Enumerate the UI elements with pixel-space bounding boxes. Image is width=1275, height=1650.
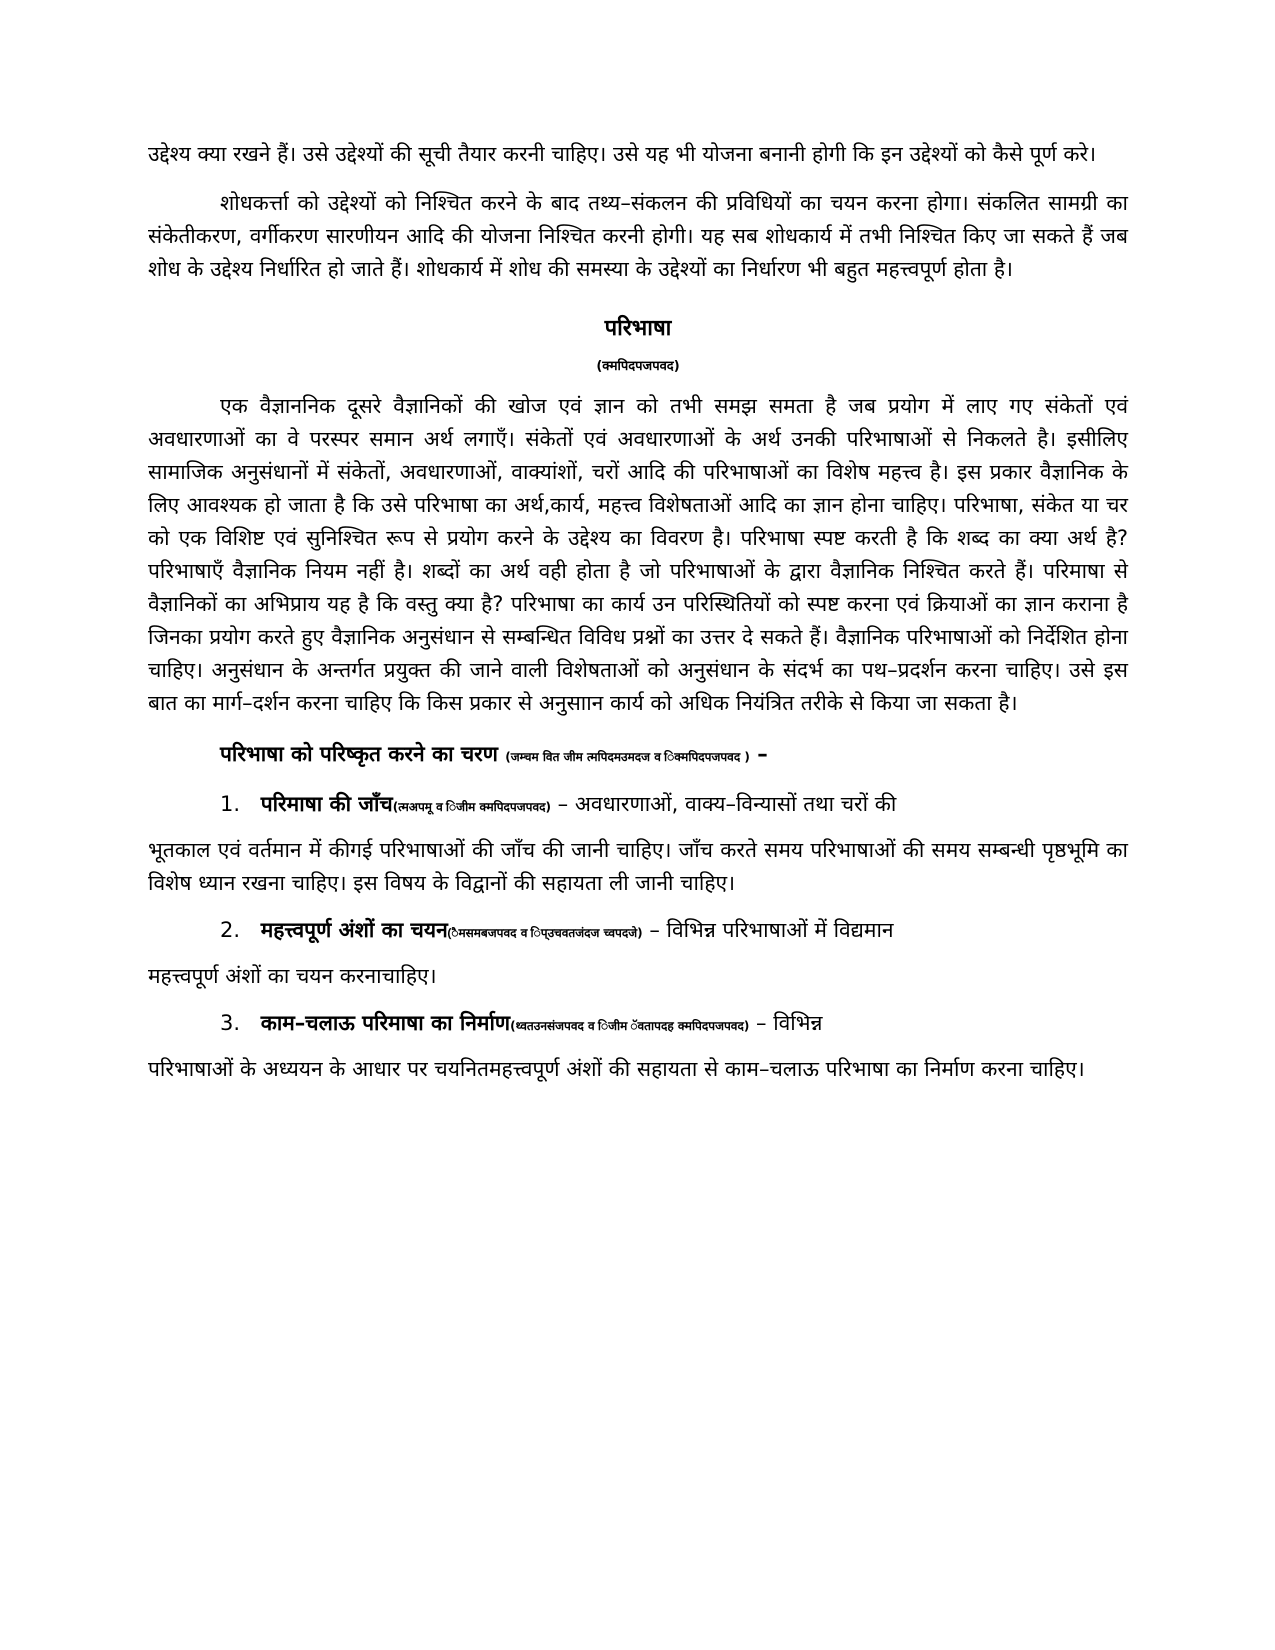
step-continuation-2: महत्त्वपूर्ण अंशों का चयन करनाचाहिए।: [148, 964, 437, 988]
paragraph-definition: एक वैज्ञाननिक दूसरे वैज्ञानिकों की खोज एवं ज्ञान को तभी समझ समता है जब प्रयोग में लाए गए संकेतों एवं अवधारणाओं का वे परस्पर समान अर्थ लगाएँ। संकेतों एवं अवधारणाओं के अर्थ उनकी परिभाषाओं से निकलते है। इसीलिए सामाजिक अनुसंधानों में संकेतों, अवधारणाओं, वाक्यांशों, चरों आदि की परिभाषाओं का विशेष महत्त्व है। इस प्रकार वैज्ञानिक के लिए आवश्यक हो जाता है कि उसे परिभाषा का अर्थ,कार्य, महत्त्व विशेषताओं आदि का ज्ञान होना चाहिए। परिभाषा, संकेत या चर को एक विशिष्ट एवं सुनिश्चित रूप से प्रयोग करने के उद्देश्य का विवरण है। परिभाषा स्पष्ट करती है कि शब्द का क्या अर्थ है? परिभाषाएँ वैज्ञानिक नियम नहीं है। शब्दों का अर्थ वही होता है जो परिभाषाओं के द्वारा वैज्ञानिक निश्चित करते हैं। परिमाषा से वैज्ञानिकों का अभिप्राय यह है कि वस्तु क्या है? परिभाषा का कार्य उन परिस्थितियों को स्पष्ट करना एवं क्रियाओं का ज्ञान कराना है जिनका प्रयोग करते हुए वैज्ञानिक अनुसंधान से सम्बन्धित विविध प्रश्नों का उत्तर दे सकते हैं। वैज्ञानिक परिभाषाओं को निर्देशित होना चाहिए। अनुसंधान के अन्तर्गत प्रयुक्त की जाने वाली विशेषताओं को अनुसंधान के संदर्भ का पथ–प्रदर्शन करना चाहिए। उसे इस बात का मार्ग–दर्शन करना चाहिए कि किस प्रकार से अनुसाान कार्य को अधिक नियंत्रित तरीके से किया जा सकता है।: [148, 394, 1128, 715]
document-page: [148, 138, 1128, 1086]
step-item-3: [220, 1007, 1128, 1043]
steps-title-text: परिभाषा को परिष्कृत करने का चरण: [220, 742, 498, 766]
step-title: परिमाषा की जाँच: [260, 792, 393, 816]
step-item-1: [220, 788, 1128, 824]
step-title: महत्त्वपूर्ण अंशों का चयन: [260, 918, 448, 942]
paragraph-objectives-end: उद्देश्य क्या रखने हैं। उसे उद्देश्यों की सूची तैयार करनी चाहिए। उसे यह भी योजना बनानी होगी कि इन उद्देश्यों को कैसे पूर्ण करे।: [148, 142, 1097, 166]
step-lead-text: – अवधारणाओं, वाक्य–विन्यासों तथा चरों की: [557, 792, 897, 816]
section-subheading: (क्मपिदपजपवद): [596, 359, 680, 374]
paragraph-researcher-methods: शोधकर्त्ता को उद्देश्यों को निश्चित करने के बाद तथ्य–संकलन की प्रविधियों का चयन करना होगा। संकलित सामग्री का संकेतीकरण, वर्गीकरण सारणीयन आदि की योजना निश्चित करनी होगी। यह सब शोधकार्य में तभी निश्चित किए जा सकते हैं जब शोध के उद्देश्य निर्धारित हो जाते हैं। शोधकार्य में शोध की समस्या के उद्देश्यों का निर्धारण भी बहुत महत्त्वपूर्ण होता है।: [148, 191, 1128, 281]
step-item-2: [220, 914, 1128, 950]
step-title-garbled: (ैमसमबजपवद व िप्उचवतजंदज च्वपदजे): [447, 926, 643, 940]
steps-title-dash: –: [757, 742, 768, 766]
step-number: 2.: [220, 918, 241, 942]
step-number: 1.: [220, 792, 241, 816]
step-title: काम–चलाऊ परिमाषा का निर्माण: [260, 1011, 511, 1035]
steps-title: [220, 738, 1128, 774]
step-continuation-3: परिभाषाओं के अध्ययन के आधार पर चयनितमहत्त्वपूर्ण अंशों की सहायता से काम–चलाऊ परिभाषा का निर्माण करना चाहिए।: [148, 1057, 1085, 1081]
step-lead-text: – विभिन्न: [756, 1011, 823, 1035]
steps-title-garbled: (जम्चम वित जीम त्मपिदमउमदज व िक्मपिदपजपवद ): [505, 750, 750, 764]
section-heading: परिभाषा: [604, 316, 672, 341]
step-title-garbled: (थ्वतउनसंजपवद व िजीम ॅवतापदह क्मपिदपजपवद): [510, 1019, 750, 1033]
step-lead-text: – विभिन्न परिभाषाओं में विद्यमान: [649, 918, 894, 942]
step-title-garbled: (त्मअपमू व िजीम क्मपिदपजपवद): [392, 800, 551, 814]
step-number: 3.: [220, 1011, 241, 1035]
step-continuation-1: भूतकाल एवं वर्तमान में कीगई परिभाषाओं की जाँच की जानी चाहिए। जाँच करते समय परिभाषाओं की समय सम्बन्धी पृष्ठभूमि का विशेष ध्यान रखना चाहिए। इस विषय के विद्वानों की सहायता ली जानी चाहिए।: [148, 838, 1128, 895]
